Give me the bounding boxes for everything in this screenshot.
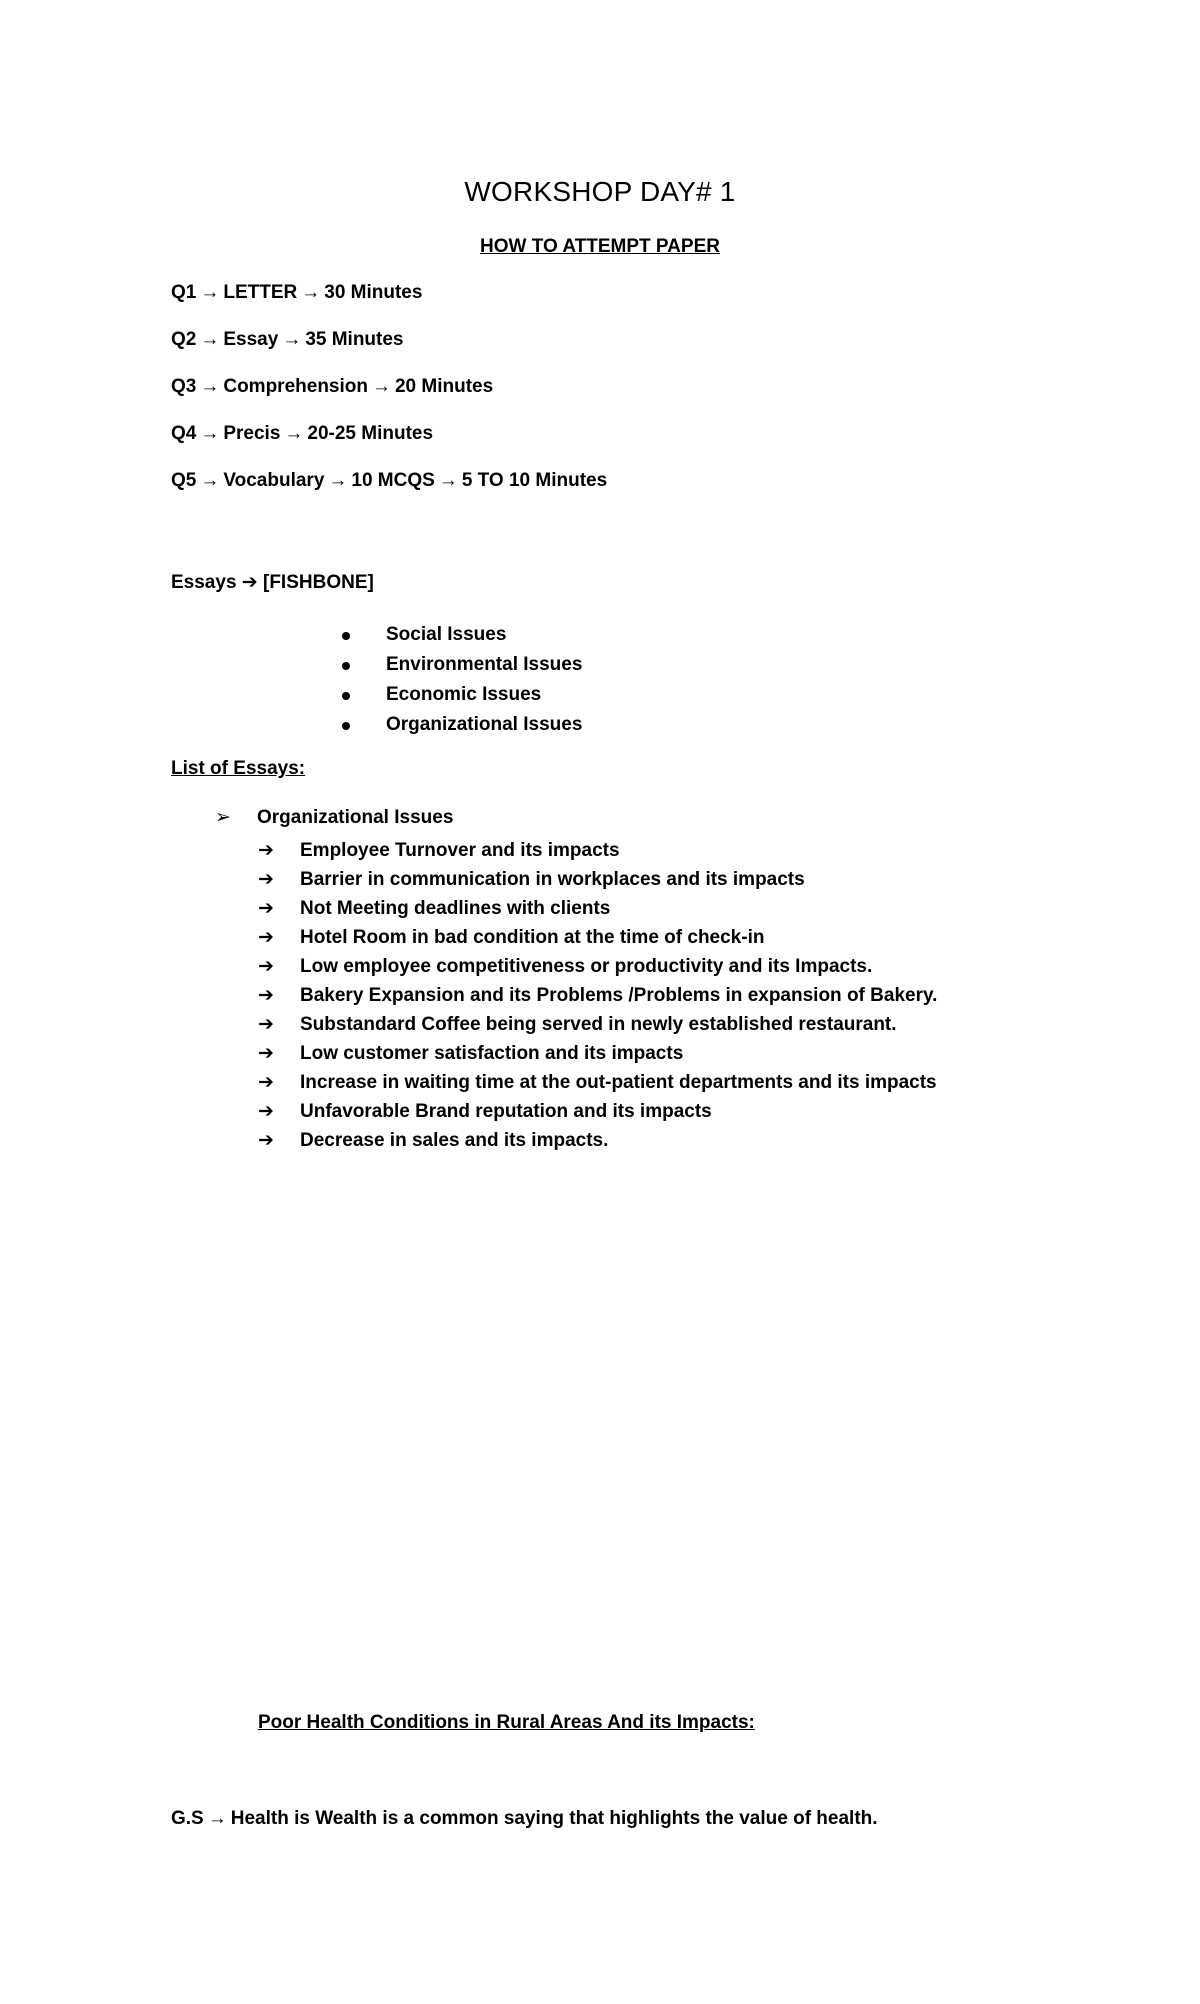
page-title: WORKSHOP DAY# 1 xyxy=(464,176,736,207)
question-detail: 20-25 Minutes xyxy=(307,423,434,444)
arrowhead-bullet-icon: ➢ xyxy=(215,807,231,828)
question-number: Q4 xyxy=(171,423,197,444)
bold-arrow-icon: ➔ xyxy=(241,572,258,593)
essay-topic: Increase in waiting time at the out-patient departments and its impacts xyxy=(300,1072,937,1093)
bold-arrow-icon: ➔ xyxy=(258,1014,274,1035)
essay-topic: Low customer satisfaction and its impacts xyxy=(300,1043,684,1064)
bold-arrow-icon: ➔ xyxy=(258,1043,274,1064)
essay-group-label: Organizational Issues xyxy=(257,807,454,828)
general-statement xyxy=(171,1808,878,1830)
list-item xyxy=(258,836,937,865)
arrow-icon: → xyxy=(200,423,220,444)
list-item xyxy=(258,923,937,952)
list-item xyxy=(258,894,937,923)
essay-topic: Employee Turnover and its impacts xyxy=(300,840,620,861)
arrow-icon: → xyxy=(207,1808,227,1829)
question-line xyxy=(171,282,422,304)
bold-arrow-icon: ➔ xyxy=(258,956,274,977)
list-item xyxy=(258,1039,937,1068)
arrow-icon: → xyxy=(284,423,304,444)
list-item xyxy=(258,865,937,894)
essay-topic: Hotel Room in bad condition at the time of check-in xyxy=(300,927,765,948)
question-detail: 5 TO 10 Minutes xyxy=(461,470,608,491)
essay-topics-list xyxy=(258,836,937,1155)
arrow-icon: → xyxy=(200,376,220,397)
bold-arrow-icon: ➔ xyxy=(258,927,274,948)
arrow-icon: → xyxy=(200,329,220,350)
page-subtitle: HOW TO ATTEMPT PAPER xyxy=(480,236,720,257)
essay-topic: Unfavorable Brand reputation and its impacts xyxy=(300,1101,712,1122)
gs-text: Health is Wealth is a common saying that highlights the value of health. xyxy=(230,1808,878,1829)
question-number: Q1 xyxy=(171,282,197,303)
question-detail: Precis xyxy=(223,423,281,444)
arrow-icon: → xyxy=(200,282,220,303)
question-detail: 20 Minutes xyxy=(394,376,494,397)
list-item xyxy=(258,1097,937,1126)
bold-arrow-icon: ➔ xyxy=(258,840,274,861)
arrow-icon: → xyxy=(371,376,391,397)
list-item xyxy=(258,952,937,981)
question-line xyxy=(171,470,607,492)
gs-label: G.S xyxy=(171,1808,204,1829)
essay-topic: Not Meeting deadlines with clients xyxy=(300,898,611,919)
arrow-icon: → xyxy=(200,470,220,491)
question-line xyxy=(171,423,433,445)
bold-arrow-icon: ➔ xyxy=(258,898,274,919)
question-detail: 10 MCQS xyxy=(351,470,435,491)
question-detail: Vocabulary xyxy=(223,470,325,491)
question-detail: 30 Minutes xyxy=(324,282,423,303)
bold-arrow-icon: ➔ xyxy=(258,1101,274,1122)
arrow-icon: → xyxy=(301,282,321,303)
essay-topic: Barrier in communication in workplaces and its impacts xyxy=(300,869,805,890)
essay-topic: Substandard Coffee being served in newly established restaurant. xyxy=(300,1014,897,1035)
list-item xyxy=(258,1010,937,1039)
question-line xyxy=(171,376,493,398)
essay-group-heading xyxy=(215,806,453,829)
bold-arrow-icon: ➔ xyxy=(258,869,274,890)
bold-arrow-icon: ➔ xyxy=(258,985,274,1006)
essays-heading xyxy=(171,571,374,594)
bold-arrow-icon: ➔ xyxy=(258,1072,274,1093)
essay-topic: Decrease in sales and its impacts. xyxy=(300,1130,609,1151)
list-item: Social Issues xyxy=(338,620,582,650)
arrow-icon: → xyxy=(282,329,302,350)
list-item: Economic Issues xyxy=(338,680,582,710)
essay-topic: Bakery Expansion and its Problems /Problems in expansion of Bakery. xyxy=(300,985,938,1006)
question-number: Q2 xyxy=(171,329,197,350)
essay-topic: Low employee competitiveness or productivity and its Impacts. xyxy=(300,956,873,977)
arrow-icon: → xyxy=(328,470,348,491)
list-item: Environmental Issues xyxy=(338,650,582,680)
list-item xyxy=(258,1068,937,1097)
question-detail: 35 Minutes xyxy=(305,329,404,350)
essays-label: Essays xyxy=(171,572,237,593)
list-item xyxy=(258,981,937,1010)
bold-arrow-icon: ➔ xyxy=(258,1130,274,1151)
question-number: Q3 xyxy=(171,376,197,397)
essay-categories-list xyxy=(338,620,582,740)
list-item: Organizational Issues xyxy=(338,710,582,740)
question-number: Q5 xyxy=(171,470,197,491)
question-detail: Comprehension xyxy=(223,376,368,397)
question-detail: Essay xyxy=(223,329,279,350)
list-item xyxy=(258,1126,937,1155)
list-of-essays-heading: List of Essays: xyxy=(171,758,306,779)
question-line xyxy=(171,329,404,351)
essays-method: [FISHBONE] xyxy=(263,572,374,593)
essay-topic-heading: Poor Health Conditions in Rural Areas And its Impacts: xyxy=(258,1712,755,1733)
question-detail: LETTER xyxy=(223,282,298,303)
arrow-icon: → xyxy=(438,470,458,491)
